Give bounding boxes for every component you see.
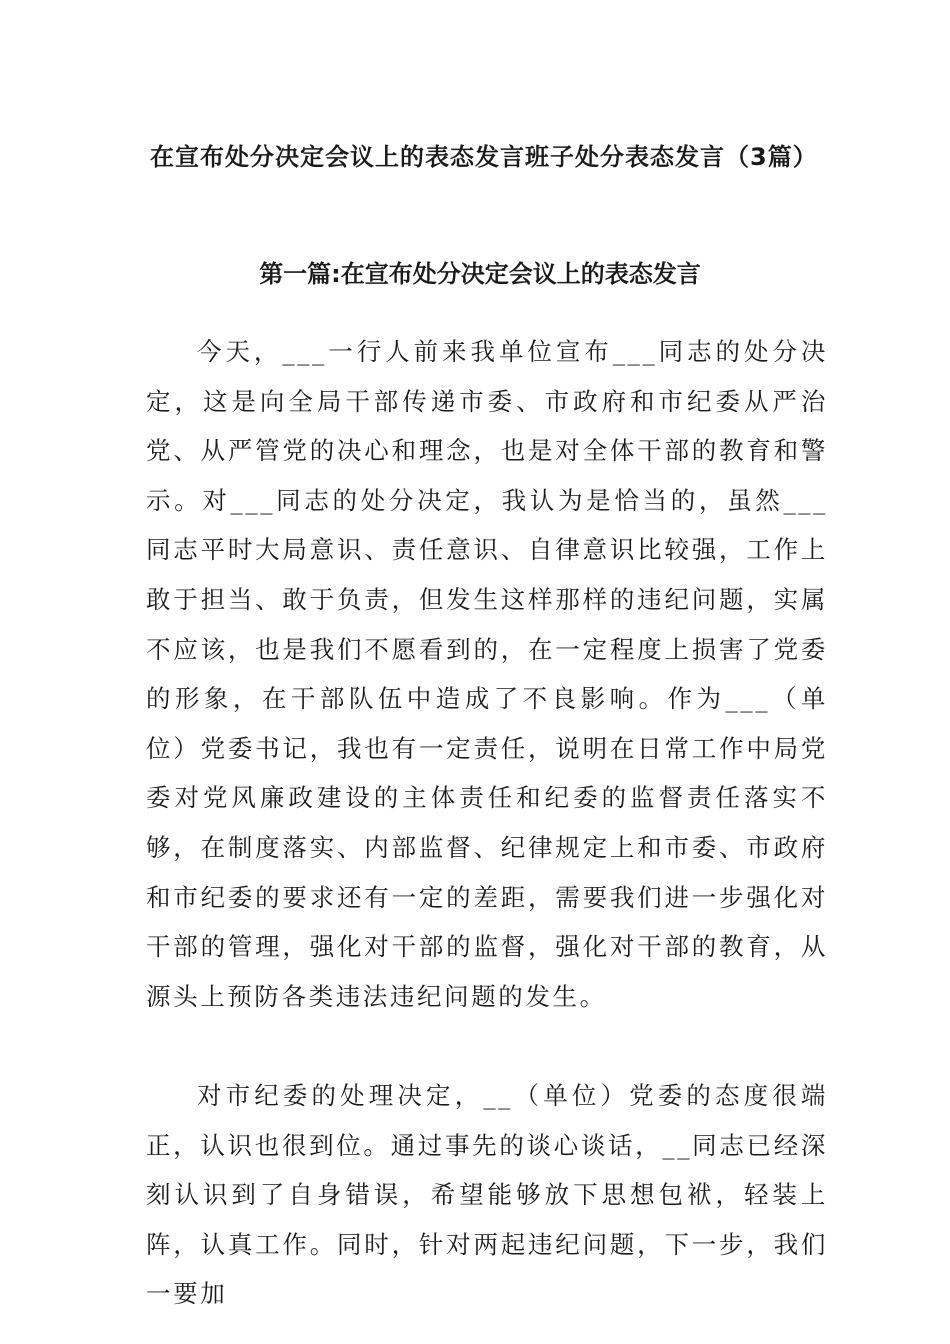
document-title: 在宣布处分决定会议上的表态发言班子处分表态发言（3篇） xyxy=(150,143,818,171)
body-paragraph: 对市纪委的处理决定，__（单位）党委的态度很端正，认识也很到位。通过事先的谈心谈话，__同志已经深刻认识到了自身错误，希望能够放下思想包袱，轻装上阵，认真工作。同时，针对两起违纪问题，下一步，我们一要加 xyxy=(146,1081,828,1309)
body-paragraph: 今天，___一行人前来我单位宣布___同志的处分决定，这是向全局干部传递市委、市政府和市纪委从严治党、从严管党的决心和理念，也是对全体干部的教育和警示。对___同志的处分决定，我认为是恰当的，虽然___同志平时大局意识、责任意识、自律意识比较强，工作上敢于担当、敢于负责，但发生这样那样的违纪问题，实属不应该，也是我们不愿看到的，在一定程度上损害了党委的形象，在干部队伍中造成了不良影响。作为___（单位）党委书记，我也有一定责任，说明在日常工作中局党委对党风廉政建设的主体责任和纪委的监督责任落实不够，在制度落实、内部监督、纪律规定上和市委、市政府和市纪委的要求还有一定的差距，需要我们进一步强化对干部的管理，强化对干部的监督，强化对干部的教育，从源头上预防各类违法违纪问题的发生。 xyxy=(146,337,828,1011)
section-heading: 第一篇:在宣布处分决定会议上的表态发言 xyxy=(259,260,701,288)
